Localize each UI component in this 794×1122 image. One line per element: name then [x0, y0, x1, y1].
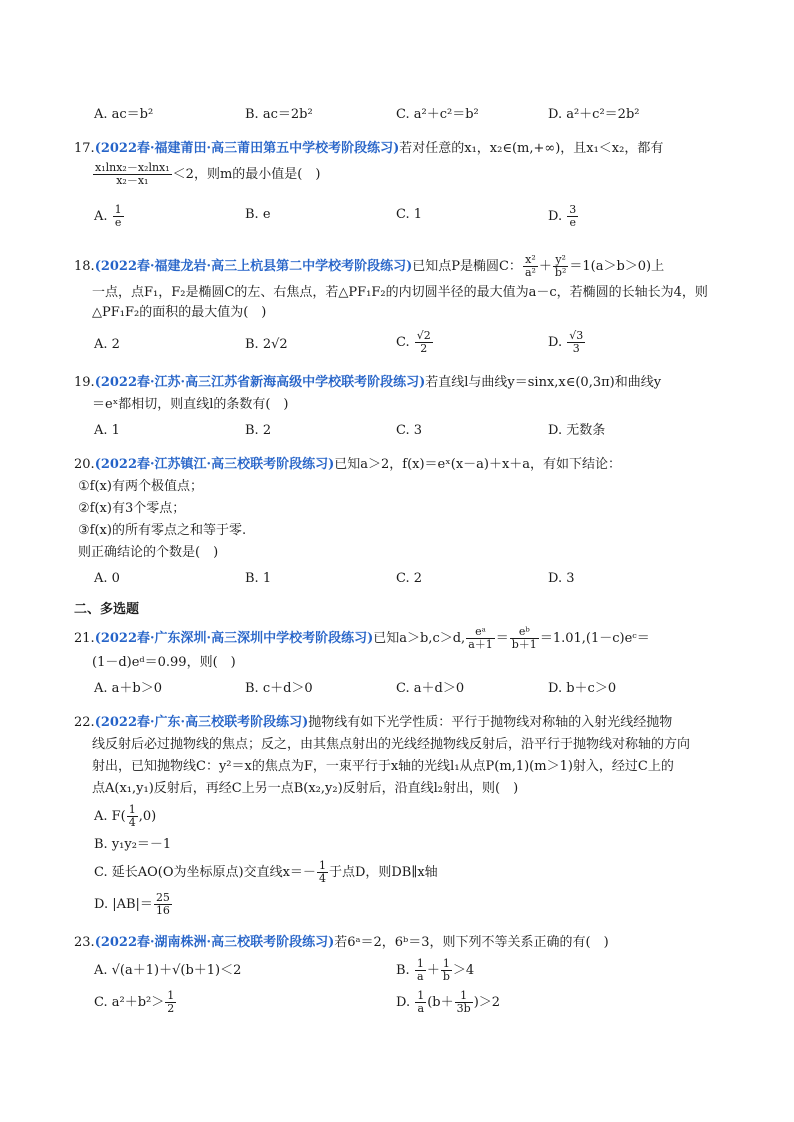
q22-line1: 22.(2022春·广东·高三校联考阶段练习)抛物线有如下光学性质：平行于抛物线对称轴的入射光线经抛物 — [74, 715, 673, 730]
q20-conclusion-1: ①f(x)有两个极值点； — [78, 479, 203, 494]
q21-option-a: A. a＋b＞0 — [94, 681, 162, 696]
q22-option-b: B. y₁y₂＝－1 — [94, 837, 172, 852]
q17-frac-den: x₂－x₁ — [116, 174, 149, 187]
q17-text1: 若对任意的x₁，x₂∈(m,+∞)，且x₁＜x₂，都有 — [399, 141, 664, 156]
q18-option-b: B. 2√2 — [245, 337, 288, 352]
q23-option-c: C. a²＋b²＞ $\frac{1}{2}$ — [94, 989, 175, 1015]
q23-source: (2022春·湖南株洲·高三校联考阶段练习) — [94, 935, 335, 950]
q16-option-a: A. ac＝b² — [94, 107, 154, 122]
q22-number: 22. — [74, 715, 95, 730]
q23-line1: 23.(2022春·湖南株洲·高三校联考阶段练习)若6ᵃ＝2，6ᵇ＝3，则下列不等关系正确的有( ) — [74, 935, 609, 950]
q22-line4: 点A(x₁,y₁)反射后，再经C上另一点B(x₂,y₂)反射后，沿直线l₂射出，则( ) — [92, 781, 519, 796]
q20-conclusion-2: ②f(x)有3个零点； — [78, 501, 186, 516]
q23-number: 23. — [74, 935, 95, 950]
q18-option-a: A. 2 — [94, 337, 120, 352]
q21-line2: (1－d)eᵈ＝0.99，则( ) — [92, 655, 236, 670]
q18-source: (2022春·福建龙岩·高三上杭县第二中学校考阶段练习) — [94, 259, 413, 274]
q17-number: 17. — [74, 141, 95, 156]
q16-option-b: B. ac＝2b² — [245, 107, 313, 122]
q20-option-b: B. 1 — [245, 571, 272, 586]
q19-source: (2022春·江苏·高三江苏省新海高级中学校联考阶段练习) — [94, 375, 426, 390]
q20-line1: 20.(2022春·江苏镇江·高三校联考阶段练习)已知a＞2，f(x)＝eˣ(x－a)＋x＋a，有如下结论： — [74, 457, 622, 472]
q18-number: 18. — [74, 259, 95, 274]
q18-option-d: D. $\frac{√3}{3}$ — [548, 329, 584, 355]
q17-text2: ＜2，则m的最小值是( ) — [172, 167, 321, 182]
q17-line1 — [74, 140, 663, 158]
q17-option-d: D. $\frac{3}{e}$ — [548, 203, 577, 229]
q23-option-a: A. √(a＋1)＋√(b＋1)＜2 — [94, 963, 242, 978]
q17-frac-num: x₁lnx₂－x₂lnx₁ — [95, 161, 170, 174]
q18-line2: 一点，点F₁，F₂是椭圆C的左、右焦点，若△PF₁F₂的内切圆半径的最大值为a－c，若椭圆的长轴长为4，则 — [92, 285, 708, 300]
q22-line2: 线反射后必过抛物线的焦点；反之，由其焦点射出的光线经抛物线反射后，沿平行于抛物线对称轴的方向 — [92, 737, 691, 752]
q22-source: (2022春·广东·高三校联考阶段练习) — [94, 715, 309, 730]
q17-option-a: A. $\frac{1}{e}$ — [94, 203, 122, 229]
q20-option-a: A. 0 — [94, 571, 120, 586]
q21-option-d: D. b＋c＞0 — [548, 681, 617, 696]
q21-option-b: B. c＋d＞0 — [245, 681, 313, 696]
q17-option-b: B. e — [245, 207, 271, 222]
q17-source: (2022春·福建莆田·高三莆田第五中学校考阶段练习) — [94, 141, 400, 156]
q19-option-d: D. 无数条 — [548, 423, 606, 438]
q20-conclusion-3: ③f(x)的所有零点之和等于零. — [78, 523, 247, 538]
section-heading-multi-choice: 二、多选题 — [74, 602, 140, 617]
q20-number: 20. — [74, 457, 95, 472]
q16-option-d: D. a²＋c²＝2b² — [548, 107, 640, 122]
q19-option-c: C. 3 — [396, 423, 423, 438]
q19-line2: ＝eˣ都相切，则直线l的条数有( ) — [92, 397, 289, 412]
q17-fraction — [93, 162, 172, 187]
q21-line1: 21.(2022春·广东深圳·高三深圳中学校考阶段练习)已知a＞b,c＞d, $\frac{\text{eᵃ}}{a+1}$ ＝ $\frac{\text{eᵇ}}{b+1}$ ＝1.01,(1－c)eᶜ＝ — [74, 625, 650, 651]
q21-option-c: C. a＋d＞0 — [396, 681, 465, 696]
q20-question: 则正确结论的个数是( ) — [78, 545, 219, 560]
q18-line1: 18.(2022春·福建龙岩·高三上杭县第二中学校考阶段练习)已知点P是椭圆C： $\frac{\text{x²}}{\text{a²}}$ ＋ $\frac{\text{y²}}{\text{b²}}$ ＝1(a＞b＞0)上 — [74, 253, 665, 279]
q19-line1: 19.(2022春·江苏·高三江苏省新海高级中学校联考阶段练习)若直线l与曲线y＝sinx,x∈(0,3π)和曲线y — [74, 375, 662, 390]
q17-line2 — [92, 162, 320, 187]
q22-option-a: A. F( $\frac{1}{4}$ ,0) — [94, 803, 157, 829]
q22-option-d: D. |AB|＝ $\frac{25}{16}$ — [94, 891, 170, 917]
q20-option-d: D. 3 — [548, 571, 575, 586]
q23-option-d: D. $\frac{1}{a}$ (b＋ $\frac{1}{3b}$ )＞2 — [396, 989, 501, 1015]
q21-number: 21. — [74, 631, 95, 646]
q18-option-c: C. $\frac{√2}{2}$ — [396, 329, 431, 355]
q22-line3: 射出，已知抛物线C：y²＝x的焦点为F，一束平行于x轴的光线l₁从点P(m,1)(m＞1)射入，经过C上的 — [92, 759, 674, 774]
q20-option-c: C. 2 — [396, 571, 423, 586]
q16-option-c: C. a²＋c²＝b² — [396, 107, 479, 122]
q17-option-c: C. 1 — [396, 207, 423, 222]
q23-option-b: B. $\frac{1}{a}$ ＋ $\frac{1}{b}$ ＞4 — [396, 957, 475, 983]
q21-source: (2022春·广东深圳·高三深圳中学校考阶段练习) — [94, 631, 374, 646]
q20-source: (2022春·江苏镇江·高三校联考阶段练习) — [94, 457, 335, 472]
q22-option-c: C. 延长AO(O为坐标原点)交直线x＝－ $\frac{1}{4}$ 于点D，则DB∥x轴 — [94, 859, 438, 885]
q19-option-a: A. 1 — [94, 423, 120, 438]
q19-option-b: B. 2 — [245, 423, 272, 438]
q18-line3: △PF₁F₂的面积的最大值为( ) — [92, 305, 267, 320]
q19-number: 19. — [74, 375, 95, 390]
